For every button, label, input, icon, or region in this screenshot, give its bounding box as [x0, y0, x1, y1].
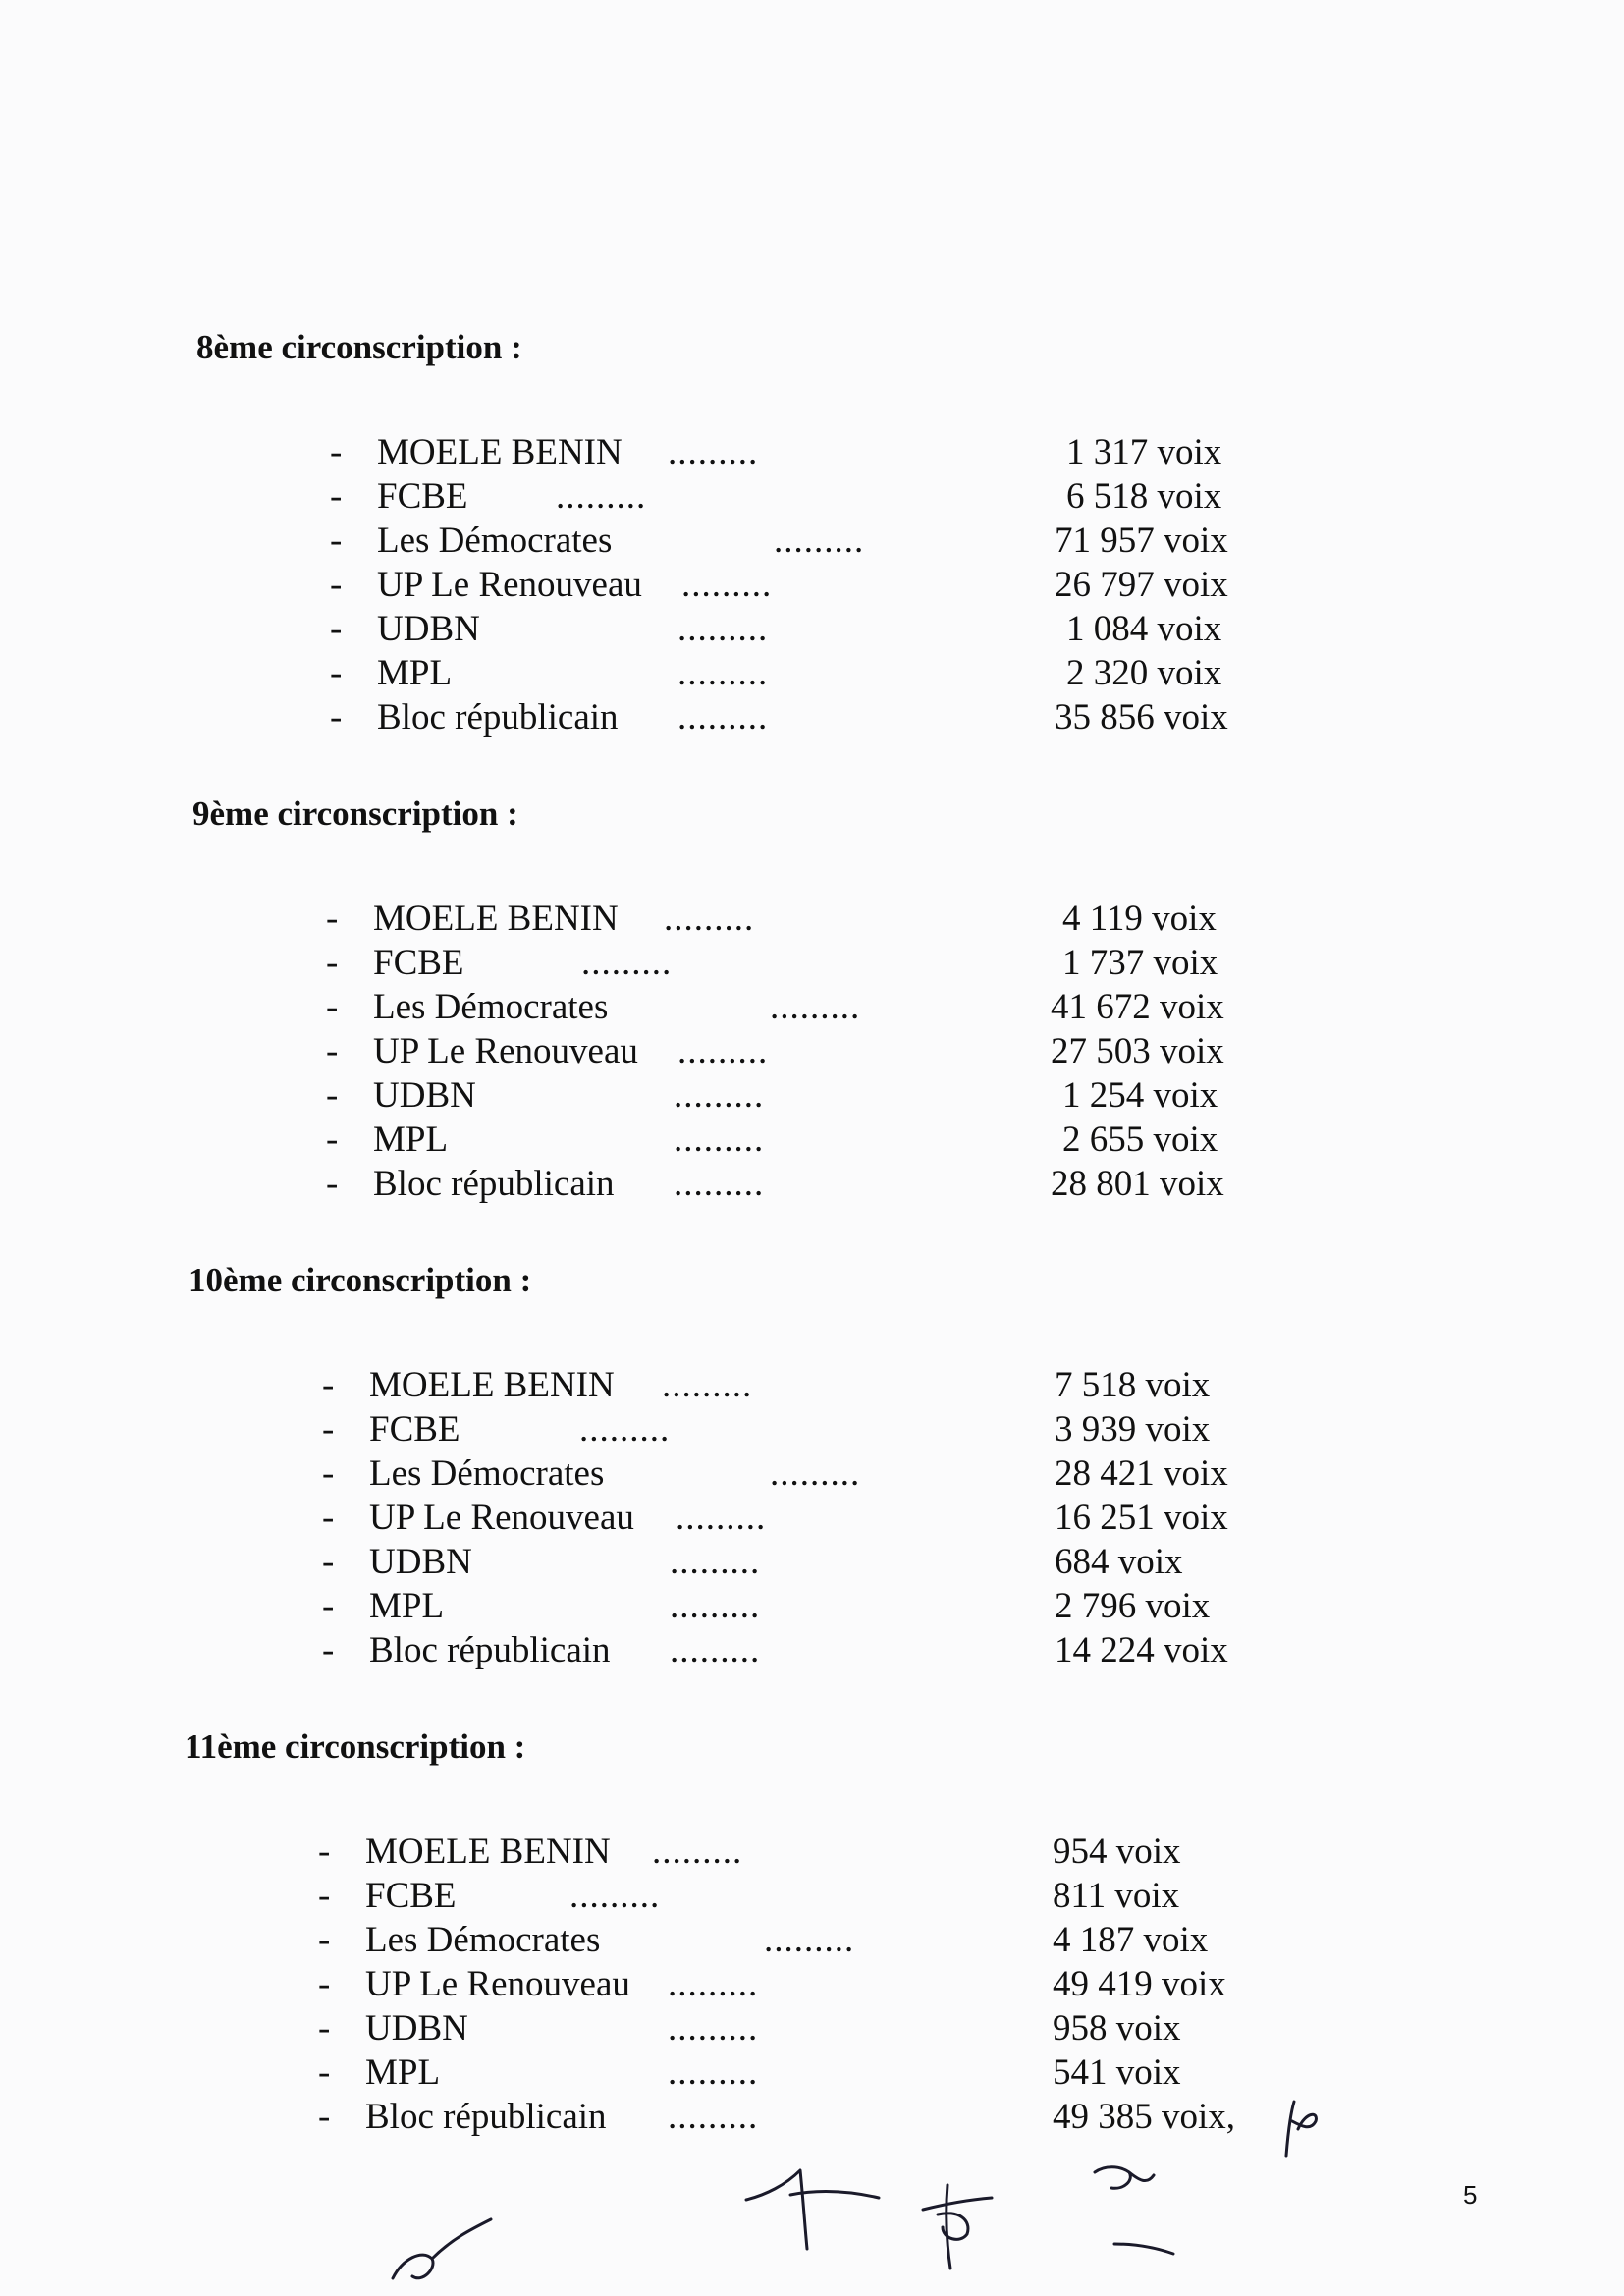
leader-dots: .........	[674, 1164, 765, 1204]
row-dash: -	[326, 1075, 339, 1116]
leader-dots: .........	[677, 653, 769, 693]
row-dash: -	[318, 1876, 331, 1916]
row-dash: -	[322, 1630, 335, 1670]
vote-count: 35 856 voix	[1055, 697, 1228, 738]
party-name: UP Le Renouveau	[365, 1964, 630, 2004]
vote-count: 49 419 voix	[1053, 1964, 1226, 2004]
party-name: UP Le Renouveau	[373, 1031, 638, 1071]
row-dash: -	[330, 432, 343, 472]
leader-dots: .........	[677, 609, 769, 649]
party-name: Les Démocrates	[369, 1453, 605, 1494]
leader-dots: .........	[668, 2052, 759, 2093]
party-name: UDBN	[365, 2008, 468, 2049]
leader-dots: .........	[569, 1876, 661, 1916]
section-heading: 8ème circonscription :	[196, 328, 522, 366]
vote-count: 2 655 voix	[1062, 1120, 1218, 1160]
party-name: UDBN	[369, 1542, 472, 1582]
vote-count: 954 voix	[1053, 1831, 1181, 1872]
vote-count: 6 518 voix	[1066, 476, 1222, 517]
row-dash: -	[318, 2097, 331, 2137]
leader-dots: .........	[652, 1831, 743, 1872]
party-name: Bloc républicain	[369, 1630, 611, 1670]
row-dash: -	[322, 1409, 335, 1449]
row-dash: -	[322, 1542, 335, 1582]
leader-dots: .........	[770, 1453, 861, 1494]
party-name: Bloc républicain	[377, 697, 619, 738]
party-name: UP Le Renouveau	[369, 1498, 634, 1538]
row-dash: -	[326, 987, 339, 1027]
leader-dots: .........	[774, 520, 865, 561]
signature-center-1	[746, 2170, 879, 2249]
section-heading: 9ème circonscription :	[192, 794, 518, 833]
leader-dots: .........	[668, 2008, 759, 2049]
leader-dots: .........	[677, 1031, 769, 1071]
row-dash: -	[318, 2008, 331, 2049]
vote-count: 3 939 voix	[1055, 1409, 1211, 1449]
vote-count: 2 320 voix	[1066, 653, 1222, 693]
vote-count: 1 254 voix	[1062, 1075, 1218, 1116]
vote-count: 16 251 voix	[1055, 1498, 1228, 1538]
party-name: MOELE BENIN	[373, 899, 619, 939]
party-name: MPL	[373, 1120, 449, 1160]
leader-dots: .........	[664, 899, 755, 939]
party-name: MPL	[369, 1586, 445, 1626]
party-name: Les Démocrates	[377, 520, 613, 561]
row-dash: -	[330, 697, 343, 738]
leader-dots: .........	[670, 1630, 761, 1670]
party-name: UDBN	[377, 609, 480, 649]
row-dash: -	[318, 1964, 331, 2004]
party-name: Les Démocrates	[365, 1920, 601, 1960]
row-dash: -	[318, 1920, 331, 1960]
row-dash: -	[322, 1453, 335, 1494]
leader-dots: .........	[674, 1120, 765, 1160]
row-dash: -	[322, 1498, 335, 1538]
vote-count: 1 317 voix	[1066, 432, 1222, 472]
row-dash: -	[330, 653, 343, 693]
leader-dots: .........	[676, 1498, 767, 1538]
party-name: FCBE	[369, 1409, 460, 1449]
party-name: FCBE	[377, 476, 468, 517]
initial-mark-right	[1286, 2102, 1316, 2156]
vote-count: 28 421 voix	[1055, 1453, 1228, 1494]
vote-count: 49 385 voix,	[1053, 2097, 1236, 2137]
page-number: 5	[1463, 2180, 1478, 2210]
party-name: MOELE BENIN	[369, 1365, 615, 1405]
row-dash: -	[318, 2052, 331, 2093]
vote-count: 27 503 voix	[1051, 1031, 1224, 1071]
party-name: MOELE BENIN	[377, 432, 623, 472]
party-name: MOELE BENIN	[365, 1831, 611, 1872]
leader-dots: .........	[668, 1964, 759, 2004]
row-dash: -	[326, 943, 339, 983]
party-name: MPL	[365, 2052, 441, 2093]
leader-dots: .........	[662, 1365, 753, 1405]
row-dash: -	[326, 1031, 339, 1071]
signature-center-2	[923, 2185, 992, 2269]
leader-dots: .........	[677, 697, 769, 738]
party-name: FCBE	[365, 1876, 457, 1916]
vote-count: 958 voix	[1053, 2008, 1181, 2049]
vote-count: 71 957 voix	[1055, 520, 1228, 561]
leader-dots: .........	[668, 432, 759, 472]
leader-dots: .........	[668, 2097, 759, 2137]
vote-count: 14 224 voix	[1055, 1630, 1228, 1670]
leader-dots: .........	[770, 987, 861, 1027]
vote-count: 41 672 voix	[1051, 987, 1224, 1027]
party-name: MPL	[377, 653, 453, 693]
party-name: Les Démocrates	[373, 987, 609, 1027]
leader-dots: .........	[556, 476, 647, 517]
vote-count: 4 119 voix	[1062, 899, 1217, 939]
vote-count: 811 voix	[1053, 1876, 1180, 1916]
leader-dots: .........	[670, 1586, 761, 1626]
row-dash: -	[330, 476, 343, 517]
party-name: Bloc républicain	[373, 1164, 615, 1204]
row-dash: -	[326, 899, 339, 939]
vote-count: 684 voix	[1055, 1542, 1183, 1582]
leader-dots: .........	[581, 943, 673, 983]
party-name: UP Le Renouveau	[377, 565, 642, 605]
row-dash: -	[322, 1586, 335, 1626]
leader-dots: .........	[674, 1075, 765, 1116]
row-dash: -	[330, 565, 343, 605]
row-dash: -	[326, 1164, 339, 1204]
party-name: UDBN	[373, 1075, 476, 1116]
row-dash: -	[330, 520, 343, 561]
row-dash: -	[318, 1831, 331, 1872]
leader-dots: .........	[681, 565, 773, 605]
row-dash: -	[326, 1120, 339, 1160]
leader-dots: .........	[579, 1409, 671, 1449]
party-name: FCBE	[373, 943, 464, 983]
section-heading: 11ème circonscription :	[185, 1727, 526, 1766]
vote-count: 26 797 voix	[1055, 565, 1228, 605]
signature-center-3	[1095, 2167, 1173, 2254]
vote-count: 1 737 voix	[1062, 943, 1218, 983]
vote-count: 28 801 voix	[1051, 1164, 1224, 1204]
row-dash: -	[322, 1365, 335, 1405]
row-dash: -	[330, 609, 343, 649]
vote-count: 4 187 voix	[1053, 1920, 1209, 1960]
party-name: Bloc républicain	[365, 2097, 607, 2137]
signature-left	[393, 2219, 491, 2278]
section-heading: 10ème circonscription :	[189, 1261, 532, 1299]
vote-count: 7 518 voix	[1055, 1365, 1211, 1405]
vote-count: 1 084 voix	[1066, 609, 1222, 649]
leader-dots: .........	[670, 1542, 761, 1582]
vote-count: 541 voix	[1053, 2052, 1181, 2093]
vote-count: 2 796 voix	[1055, 1586, 1211, 1626]
leader-dots: .........	[764, 1920, 855, 1960]
